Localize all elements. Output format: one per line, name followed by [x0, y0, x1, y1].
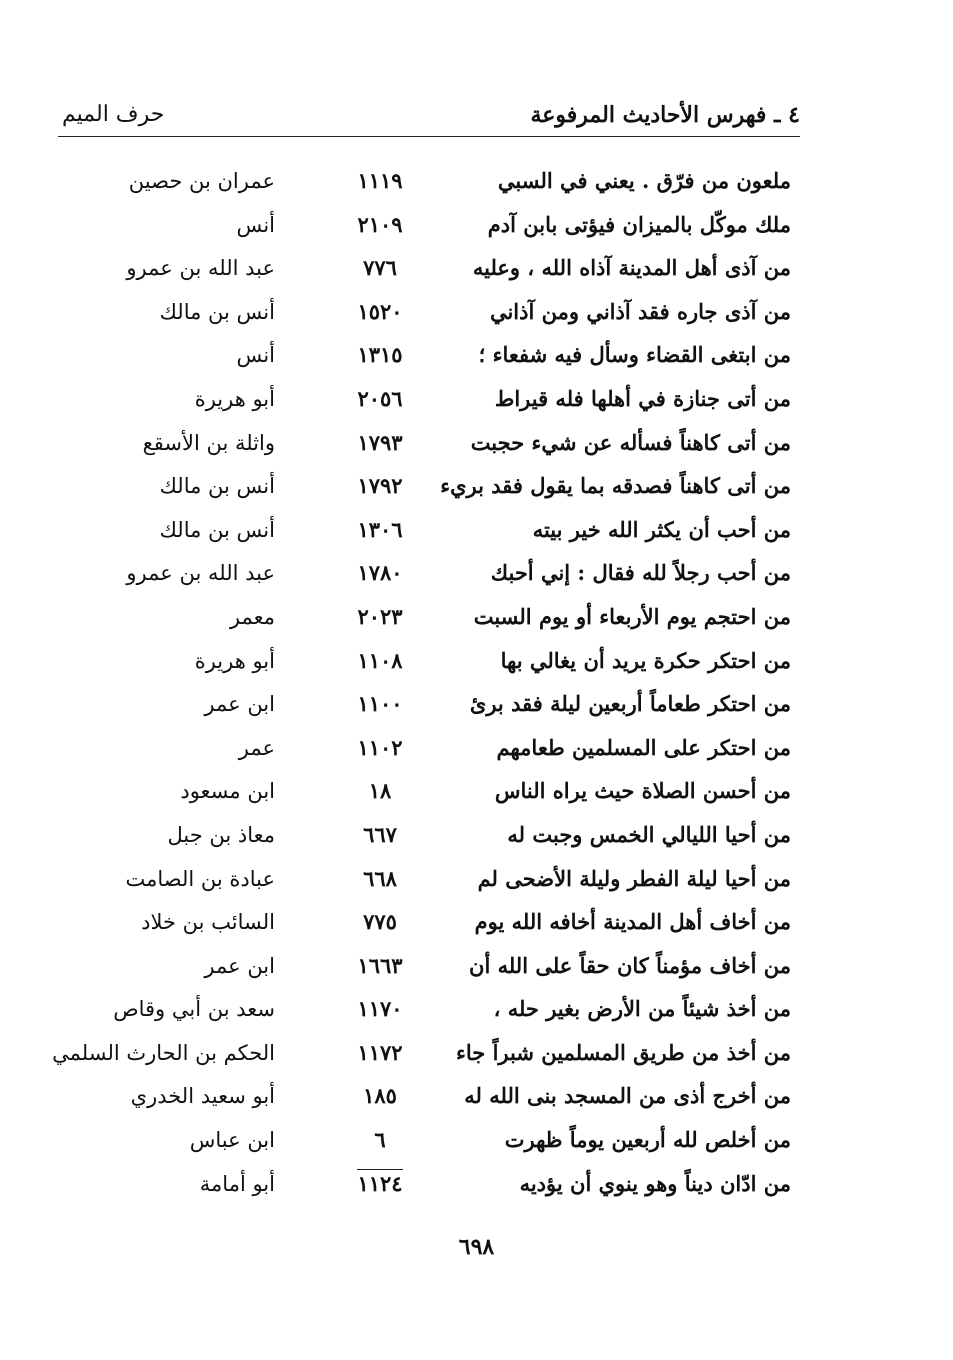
index-row [0, 1034, 953, 1078]
narrator-name: أنس بن مالك [159, 299, 275, 324]
hadith-number [350, 1121, 410, 1159]
hadith-number [350, 206, 410, 244]
index-row [0, 1077, 953, 1121]
hadith-number [350, 903, 410, 941]
hadith-number-value: ٦٦٨ [363, 865, 397, 891]
narrator-name: عمر [238, 735, 275, 760]
hadith-number-value: ٦ [374, 1127, 386, 1153]
index-row [0, 249, 953, 293]
narrator-name: الحكم بن الحارث السلمي [52, 1040, 275, 1065]
index-row [0, 729, 953, 773]
hadith-number-value: ١١٢٤ [357, 1170, 403, 1196]
hadith-text: من أتى جنازة في أهلها فله قيراط [494, 385, 791, 411]
narrator-name: السائب بن خلاد [141, 910, 275, 935]
hadith-number-value: ٢١٠٩ [357, 211, 403, 237]
hadith-number-value: ١٥٢٠ [357, 298, 403, 324]
hadith-text: من أخذ شيئاً من الأرض بغير حله ، [493, 996, 791, 1022]
index-row [0, 162, 953, 206]
hadith-text: من احتكر حكرة يريد أن يغالي بها [500, 647, 791, 673]
hadith-text: من أحسن الصلاة حيث يراه الناس [494, 778, 791, 804]
hadith-number-value: ١١٠٨ [357, 647, 403, 673]
index-row [0, 1165, 953, 1209]
narrator-name: ابن عمر [204, 692, 275, 717]
hadith-number-value: ١٣١٥ [357, 342, 403, 368]
hadith-number-value: ٢٠٢٣ [357, 603, 403, 629]
hadith-number [350, 860, 410, 898]
hadith-text: من احتكر على المسلمين طعامهم [496, 734, 791, 760]
hadith-number [350, 554, 410, 592]
narrator-name: معمر [229, 604, 275, 629]
hadith-number [350, 772, 410, 810]
hadith-number [350, 249, 410, 287]
hadith-number [350, 729, 410, 767]
narrator-name: سعد بن أبي وقاص [113, 997, 275, 1022]
hadith-text: من احتكر طعاماً أربعين ليلة فقد برئ [469, 691, 791, 717]
narrator-name: معاذ بن جبل [167, 822, 275, 847]
narrator-name: ابن عباس [189, 1128, 275, 1153]
index-row [0, 206, 953, 250]
hadith-number [350, 642, 410, 680]
hadith-index-list [0, 162, 953, 1208]
hadith-text: من آذى أهل المدينة آذاه الله ، وعليه [472, 255, 791, 281]
page-header [58, 100, 800, 137]
hadith-text: من أحب أن يكثر الله خير بيته [532, 516, 791, 542]
hadith-number-value: ١١٠٠ [357, 691, 403, 717]
index-row [0, 598, 953, 642]
hadith-text: ملعون من فرّق . يعني في السبي [497, 168, 791, 193]
hadith-number [350, 162, 410, 200]
index-section-title: ٤ ـ فهرس الأحاديث المرفوعة [530, 102, 800, 128]
hadith-number [350, 1077, 410, 1115]
narrator-name: أبو هريرة [194, 386, 275, 411]
hadith-text: من ادّان ديناً وهو ينوي أن يؤديه [519, 1170, 791, 1196]
index-row [0, 554, 953, 598]
hadith-number-value: ١١٠٢ [357, 734, 403, 760]
narrator-name: عبد الله بن عمرو [126, 561, 275, 586]
letter-section-title: حرف الميم [62, 102, 165, 127]
narrator-name: عمران بن حصين [128, 169, 275, 193]
hadith-number-value: ١٦٦٣ [357, 952, 403, 978]
hadith-text: من أخذ من طريق المسلمين شبراً جاء [456, 1039, 791, 1065]
narrator-name: أبو أمامة [199, 1171, 275, 1196]
index-row [0, 424, 953, 468]
hadith-number-value: ١٨ [368, 778, 392, 804]
narrator-name: أنس [236, 343, 275, 368]
index-row [0, 903, 953, 947]
hadith-text: من أخرج أذى من المسجد بنى الله له [464, 1083, 791, 1109]
narrator-name: ابن مسعود [180, 779, 275, 804]
hadith-number [350, 1034, 410, 1072]
hadith-number-value: ٧٧٥ [363, 909, 397, 935]
index-row [0, 642, 953, 686]
narrator-name: عبد الله بن عمرو [126, 256, 275, 281]
hadith-number [350, 685, 410, 723]
hadith-text: من ابتغى القضاء وسأل فيه شفعاء ؛ [478, 342, 791, 368]
hadith-text: من أحب رجلاً لله فقال : إني أحبك [490, 560, 791, 586]
hadith-number-value: ١٣٠٦ [357, 516, 403, 542]
hadith-number [350, 1165, 410, 1203]
hadith-number-value: ١٧٨٠ [357, 560, 403, 586]
index-row [0, 860, 953, 904]
index-row [0, 685, 953, 729]
hadith-text: من احتجم يوم الأربعاء أو يوم السبت [473, 603, 791, 629]
hadith-number [350, 816, 410, 854]
hadith-number-value: ١١٧٠ [357, 996, 403, 1022]
hadith-number-value: ١٧٩٢ [357, 473, 403, 499]
hadith-number-value: ١٧٩٣ [357, 429, 403, 455]
hadith-text: من أخاف أهل المدينة أخافه الله يوم [474, 909, 791, 935]
narrator-name: أبو هريرة [194, 648, 275, 673]
narrator-name: واثلة بن الأسقع [142, 430, 275, 455]
index-row [0, 1121, 953, 1165]
hadith-number [350, 424, 410, 462]
index-row [0, 511, 953, 555]
narrator-name: ابن عمر [204, 953, 275, 978]
hadith-number-value: ٢٠٥٦ [357, 385, 403, 411]
narrator-name: أنس بن مالك [159, 474, 275, 499]
hadith-number [350, 467, 410, 505]
hadith-text: من أتى كاهناً فصدقه بما يقول فقد بريء [440, 473, 791, 499]
hadith-text: من آذى جاره فقد آذاني ومن آذاني [489, 298, 791, 324]
index-row [0, 990, 953, 1034]
narrator-name: أنس بن مالك [159, 517, 275, 542]
hadith-text: من أحيا الليالي الخمس وجبت له [507, 821, 791, 847]
index-row [0, 293, 953, 337]
hadith-text: من أحيا ليلة الفطر وليلة الأضحى لم [477, 865, 791, 891]
hadith-number [350, 598, 410, 636]
hadith-text: ملك موكّل بالميزان فيؤتى بابن آدم [487, 211, 791, 237]
hadith-number-value: ٧٧٦ [363, 255, 397, 281]
narrator-name: أبو سعيد الخدري [130, 1084, 275, 1109]
hadith-text: من أخلص لله أربعين يوماً ظهرت [504, 1127, 791, 1153]
narrator-name: عبادة بن الصامت [125, 866, 275, 891]
index-row [0, 947, 953, 991]
hadith-number-value: ١٨٥ [363, 1083, 397, 1109]
hadith-number [350, 990, 410, 1028]
index-row [0, 816, 953, 860]
hadith-number [350, 380, 410, 418]
hadith-number-value: ١١٧٢ [357, 1039, 403, 1065]
hadith-number-value: ٦٦٧ [363, 821, 397, 847]
hadith-number [350, 947, 410, 985]
hadith-number [350, 336, 410, 374]
hadith-number [350, 293, 410, 331]
index-row [0, 772, 953, 816]
hadith-text: من أخاف مؤمناً كان حقاً على الله أن [469, 952, 791, 978]
narrator-name: أنس [236, 212, 275, 237]
index-row [0, 336, 953, 380]
hadith-number-value: ١١١٩ [357, 168, 403, 193]
index-row [0, 467, 953, 511]
hadith-number [350, 511, 410, 549]
index-row [0, 380, 953, 424]
hadith-text: من أتى كاهناً فسأله عن شيء حجبت [470, 429, 791, 455]
page-number: ٦٩٨ [458, 1234, 495, 1260]
